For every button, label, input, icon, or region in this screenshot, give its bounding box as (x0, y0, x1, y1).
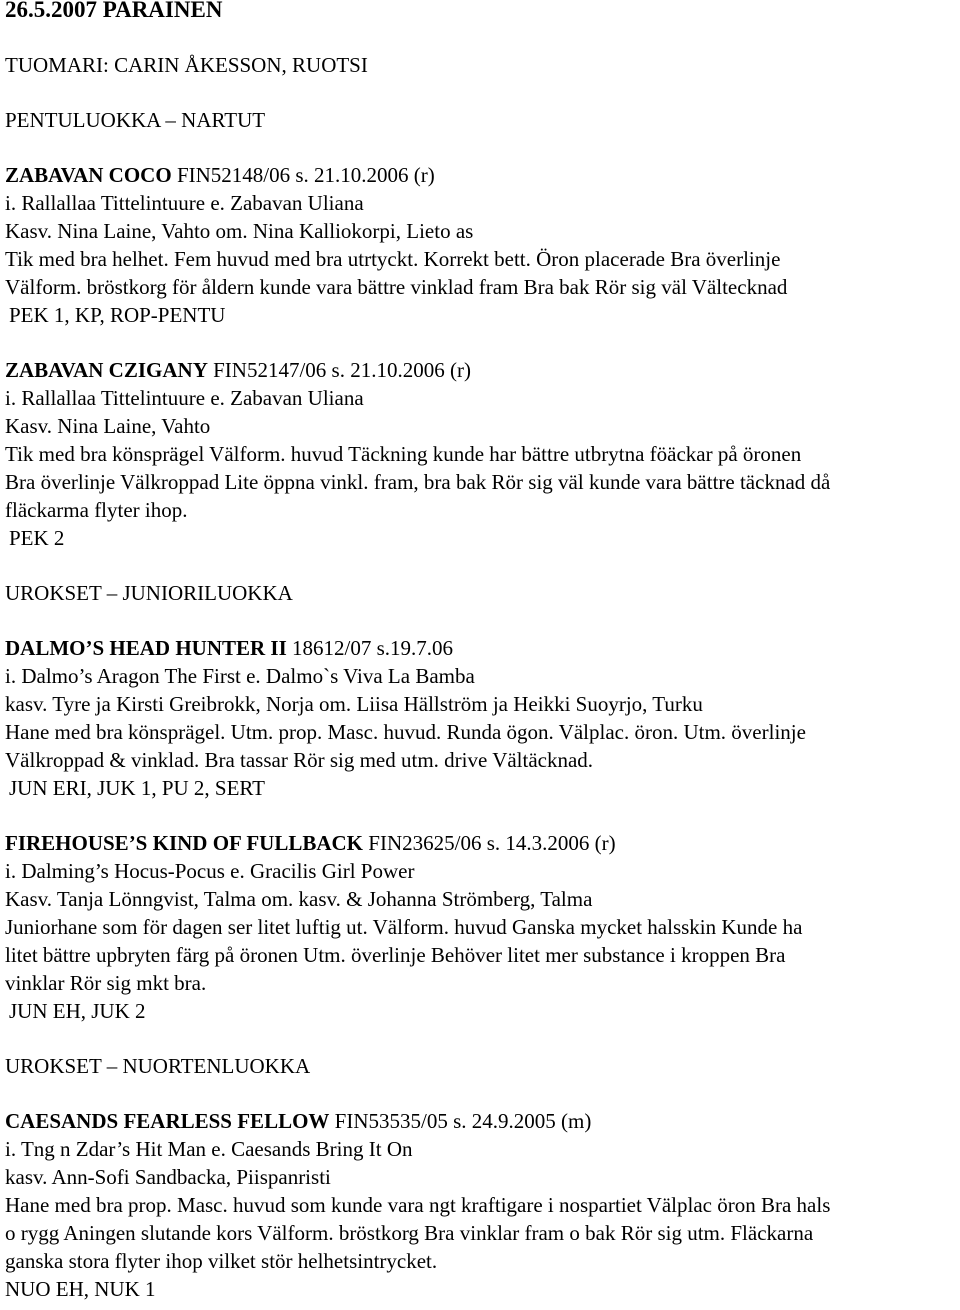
dog-detail-line: i. Rallallaa Tittelintuure e. Zabavan Uliana (5, 191, 364, 215)
dog-detail-line: Välkroppad & vinklad. Bra tassar Rör sig med utm. drive Vältäcknad. (5, 748, 594, 772)
dog-name-line (5, 161, 955, 189)
dog-entry (5, 634, 955, 802)
dog-result: NUO EH, NUK 1 (5, 1277, 156, 1301)
dog-detail-line: i. Dalmo’s Aragon The First e. Dalmo`s Viva La Bamba (5, 664, 475, 688)
dog-name: ZABAVAN CZIGANY (5, 358, 208, 382)
page-heading: 26.5.2007 PARAINEN (5, 0, 223, 22)
dog-registration: 18612/07 s.19.7.06 (286, 636, 454, 660)
dog-detail-line: Tik med bra könsprägel Välform. huvud Täckning kunde har bättre utbrytna föäckar på öronen (5, 442, 802, 466)
dog-result: PEK 2 (9, 526, 65, 550)
dog-entry (5, 161, 955, 329)
dog-detail-line: Hane med bra könsprägel. Utm. prop. Masc. huvud. Runda ögon. Välplac. öron. Utm. överlinje (5, 720, 806, 744)
dog-detail-line: fläckarma flyter ihop. (5, 498, 188, 522)
dog-name-line (5, 829, 955, 857)
dog-registration: FIN23625/06 s. 14.3.2006 (r) (363, 831, 616, 855)
dog-detail-line: Kasv. Nina Laine, Vahto (5, 414, 211, 438)
dog-detail-line: Juniorhane som för dagen ser litet luftig ut. Välform. huvud Ganska mycket halsskin Kunde ha (5, 915, 803, 939)
dog-name-line (5, 634, 955, 662)
dog-name-line (5, 356, 955, 384)
dog-detail-line: Välform. bröstkorg för åldern kunde vara bättre vinklad fram Bra bak Rör sig väl Vältecknad (5, 275, 788, 299)
dog-registration: FIN53535/05 s. 24.9.2005 (m) (329, 1109, 592, 1133)
judge-line: TUOMARI: CARIN ÅKESSON, RUOTSI (5, 53, 368, 77)
dog-detail-line: litet bättre upbryten färg på öronen Utm. överlinje Behöver litet mer substance i kroppen Bra (5, 943, 786, 967)
dog-name: ZABAVAN COCO (5, 163, 172, 187)
dog-detail-line: ganska stora flyter ihop vilket stör helhetsintrycket. (5, 1249, 438, 1273)
dog-result: JUN EH, JUK 2 (9, 999, 146, 1023)
section-heading-youth-males: UROKSET – NUORTENLUOKKA (5, 1054, 311, 1078)
dog-detail-line: i. Rallallaa Tittelintuure e. Zabavan Uliana (5, 386, 364, 410)
dog-registration: FIN52148/06 s. 21.10.2006 (r) (171, 163, 435, 187)
dog-detail-line: Kasv. Nina Laine, Vahto om. Nina Kalliokorpi, Lieto as (5, 219, 474, 243)
dog-detail-line: Hane med bra prop. Masc. huvud som kunde vara ngt kraftigare i nospartiet Välplac öron Bra hals (5, 1193, 831, 1217)
dog-detail-line: kasv. Ann-Sofi Sandbacka, Piispanristi (5, 1165, 331, 1189)
dog-detail-line: kasv. Tyre ja Kirsti Greibrokk, Norja om. Liisa Hällström ja Heikki Suoyrjo, Turku (5, 692, 703, 716)
dog-entry (5, 829, 955, 1025)
dog-detail-line: vinklar Rör sig mkt bra. (5, 971, 207, 995)
dog-name: CAESANDS FEARLESS FELLOW (5, 1109, 330, 1133)
dog-name: DALMO’S HEAD HUNTER II (5, 636, 287, 660)
dog-name-line (5, 1107, 955, 1135)
dog-detail-line: o rygg Aningen slutande kors Välform. bröstkorg Bra vinklar fram o bak Rör sig utm. Fläckarna (5, 1221, 814, 1245)
dog-entry (5, 356, 955, 552)
dog-result: PEK 1, KP, ROP-PENTU (9, 303, 226, 327)
section-heading-junior-males: UROKSET – JUNIORILUOKKA (5, 581, 293, 605)
document-page (5, 0, 955, 1303)
dog-detail-line: i. Dalming’s Hocus-Pocus e. Gracilis Girl Power (5, 859, 415, 883)
dog-name: FIREHOUSE’S KIND OF FULLBACK (5, 831, 364, 855)
dog-result: JUN ERI, JUK 1, PU 2, SERT (9, 776, 266, 800)
dog-detail-line: Bra överlinje Välkroppad Lite öppna vinkl. fram, bra bak Rör sig väl kunde vara bättre täcknad då (5, 470, 831, 494)
dog-detail-line: Tik med bra helhet. Fem huvud med bra utrtyckt. Korrekt bett. Öron placerade Bra överlinje (5, 247, 781, 271)
section-heading-puppy-females: PENTULUOKKA – NARTUT (5, 108, 266, 132)
dog-entry (5, 1107, 955, 1303)
dog-detail-line: Kasv. Tanja Lönngvist, Talma om. kasv. & Johanna Strömberg, Talma (5, 887, 593, 911)
dog-detail-line: i. Tng n Zdar’s Hit Man e. Caesands Bring It On (5, 1137, 413, 1161)
dog-registration: FIN52147/06 s. 21.10.2006 (r) (207, 358, 471, 382)
